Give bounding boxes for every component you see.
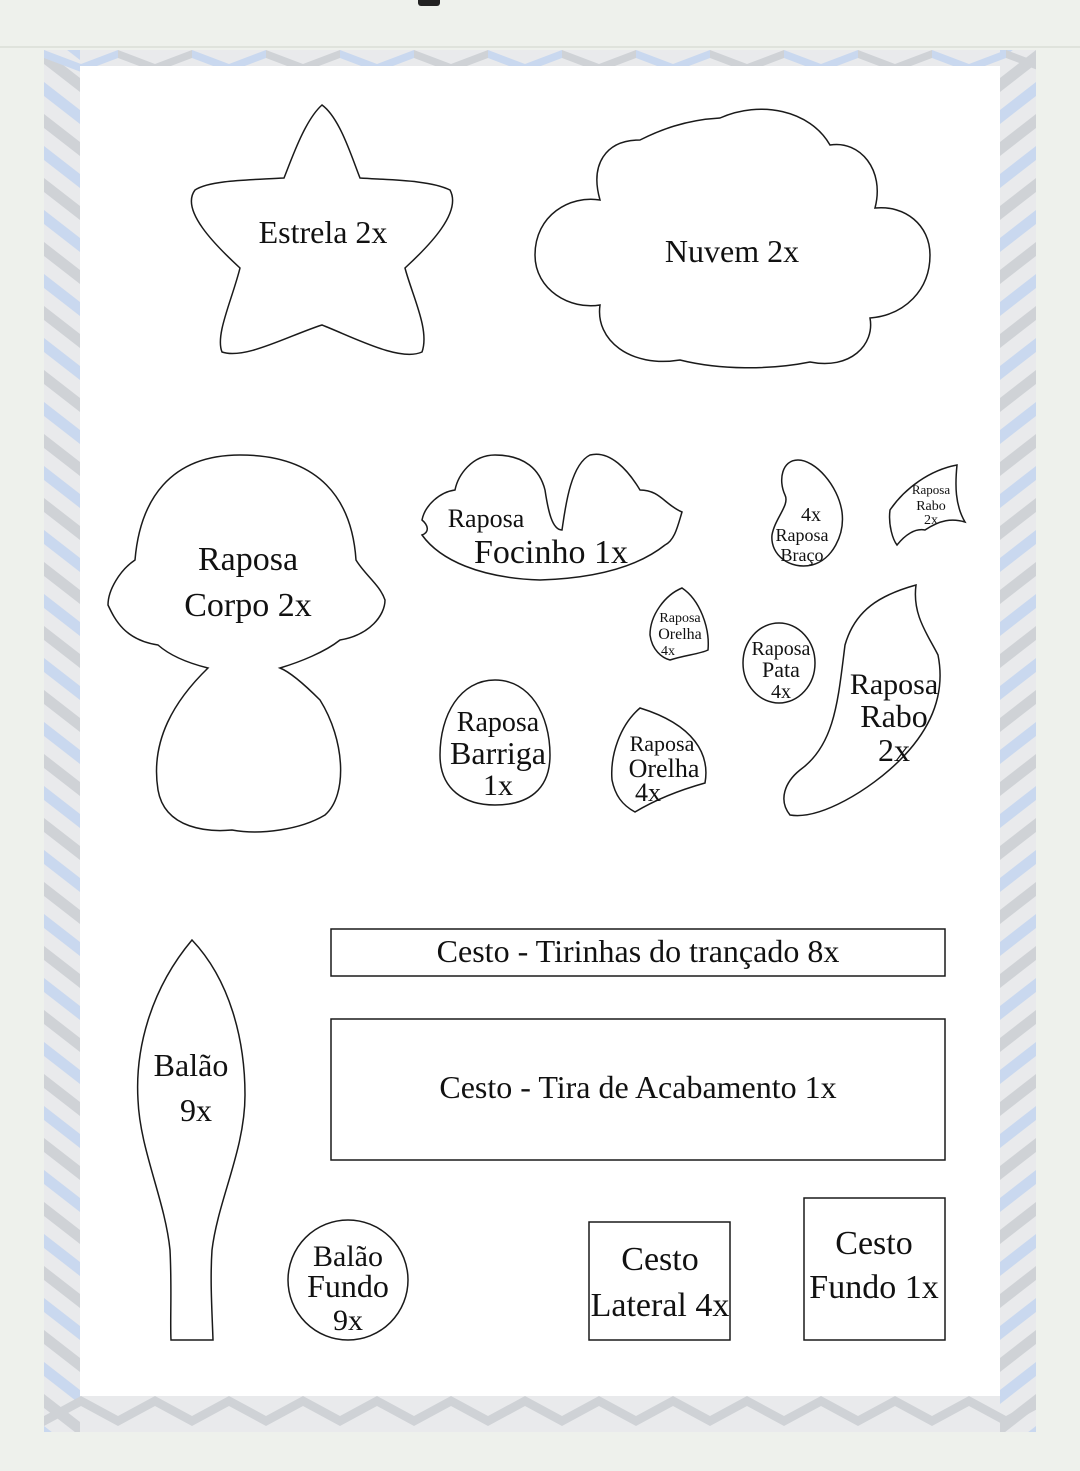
raposa-orelha-small-label-3: 4x bbox=[661, 644, 675, 659]
raposa-focinho-label-1: Raposa bbox=[447, 504, 525, 533]
piece-cesto-tirinhas bbox=[331, 929, 945, 976]
balao-fundo-label-2: Fundo bbox=[307, 1268, 389, 1304]
balao-label-1: Balão bbox=[153, 1047, 229, 1083]
raposa-rabo-big-label-1: Raposa bbox=[849, 668, 939, 701]
raposa-corpo-label-2: Corpo 2x bbox=[184, 587, 312, 624]
raposa-orelha-big-label-1: Raposa bbox=[629, 731, 695, 756]
piece-cesto-fundo bbox=[804, 1198, 945, 1340]
piece-cesto-lateral bbox=[589, 1222, 730, 1340]
cesto-tira-label: Cesto - Tira de Acabamento 1x bbox=[439, 1069, 837, 1105]
raposa-barriga-label-2: Barriga bbox=[450, 735, 546, 771]
balao-fundo-label-1: Balão bbox=[313, 1240, 383, 1273]
raposa-rabo-big-label-2: Rabo bbox=[860, 698, 928, 734]
raposa-pata-label-3: 4x bbox=[771, 681, 791, 703]
raposa-orelha-small-label-2: Orelha bbox=[658, 626, 702, 643]
cesto-lateral-label-1: Cesto bbox=[621, 1241, 699, 1278]
raposa-focinho-label-2: Focinho 1x bbox=[474, 534, 628, 571]
raposa-braco-label-2: Raposa bbox=[775, 525, 829, 545]
estrela-label: Estrela 2x bbox=[258, 214, 388, 250]
raposa-rabo-small-label-3: 2x bbox=[924, 513, 938, 528]
raposa-braco-label-3: Braço bbox=[780, 545, 824, 565]
raposa-corpo-label-1: Raposa bbox=[197, 541, 299, 578]
raposa-barriga-label-1: Raposa bbox=[456, 707, 540, 738]
raposa-orelha-big-label-3: 4x bbox=[635, 778, 661, 807]
balao-fundo-label-3: 9x bbox=[333, 1304, 363, 1337]
nuvem-label: Nuvem 2x bbox=[664, 233, 800, 269]
piece-raposa-pata bbox=[743, 623, 815, 703]
piece-raposa-barriga bbox=[440, 680, 550, 805]
raposa-orelha-big-label-2: Orelha bbox=[628, 754, 700, 783]
piece-cesto-tira bbox=[331, 1019, 945, 1160]
raposa-orelha-small-label-1: Raposa bbox=[659, 611, 701, 626]
cesto-lateral-label-2: Lateral 4x bbox=[590, 1287, 730, 1324]
cesto-tirinhas-label: Cesto - Tirinhas do trançado 8x bbox=[436, 933, 840, 969]
raposa-pata-label-1: Raposa bbox=[751, 638, 811, 660]
raposa-barriga-label-3: 1x bbox=[483, 769, 513, 802]
raposa-braco-label-1: 4x bbox=[801, 504, 821, 526]
raposa-rabo-big-label-3: 2x bbox=[878, 732, 910, 768]
cesto-fundo-label-2: Fundo 1x bbox=[809, 1269, 939, 1306]
cesto-fundo-label-1: Cesto bbox=[835, 1225, 913, 1262]
raposa-rabo-small-label-2: Rabo bbox=[916, 499, 946, 514]
piece-balao-fundo bbox=[288, 1220, 408, 1340]
raposa-pata-label-2: Pata bbox=[762, 657, 800, 682]
raposa-rabo-small-label-1: Raposa bbox=[911, 482, 951, 497]
balao-label-2: 9x bbox=[180, 1092, 212, 1128]
